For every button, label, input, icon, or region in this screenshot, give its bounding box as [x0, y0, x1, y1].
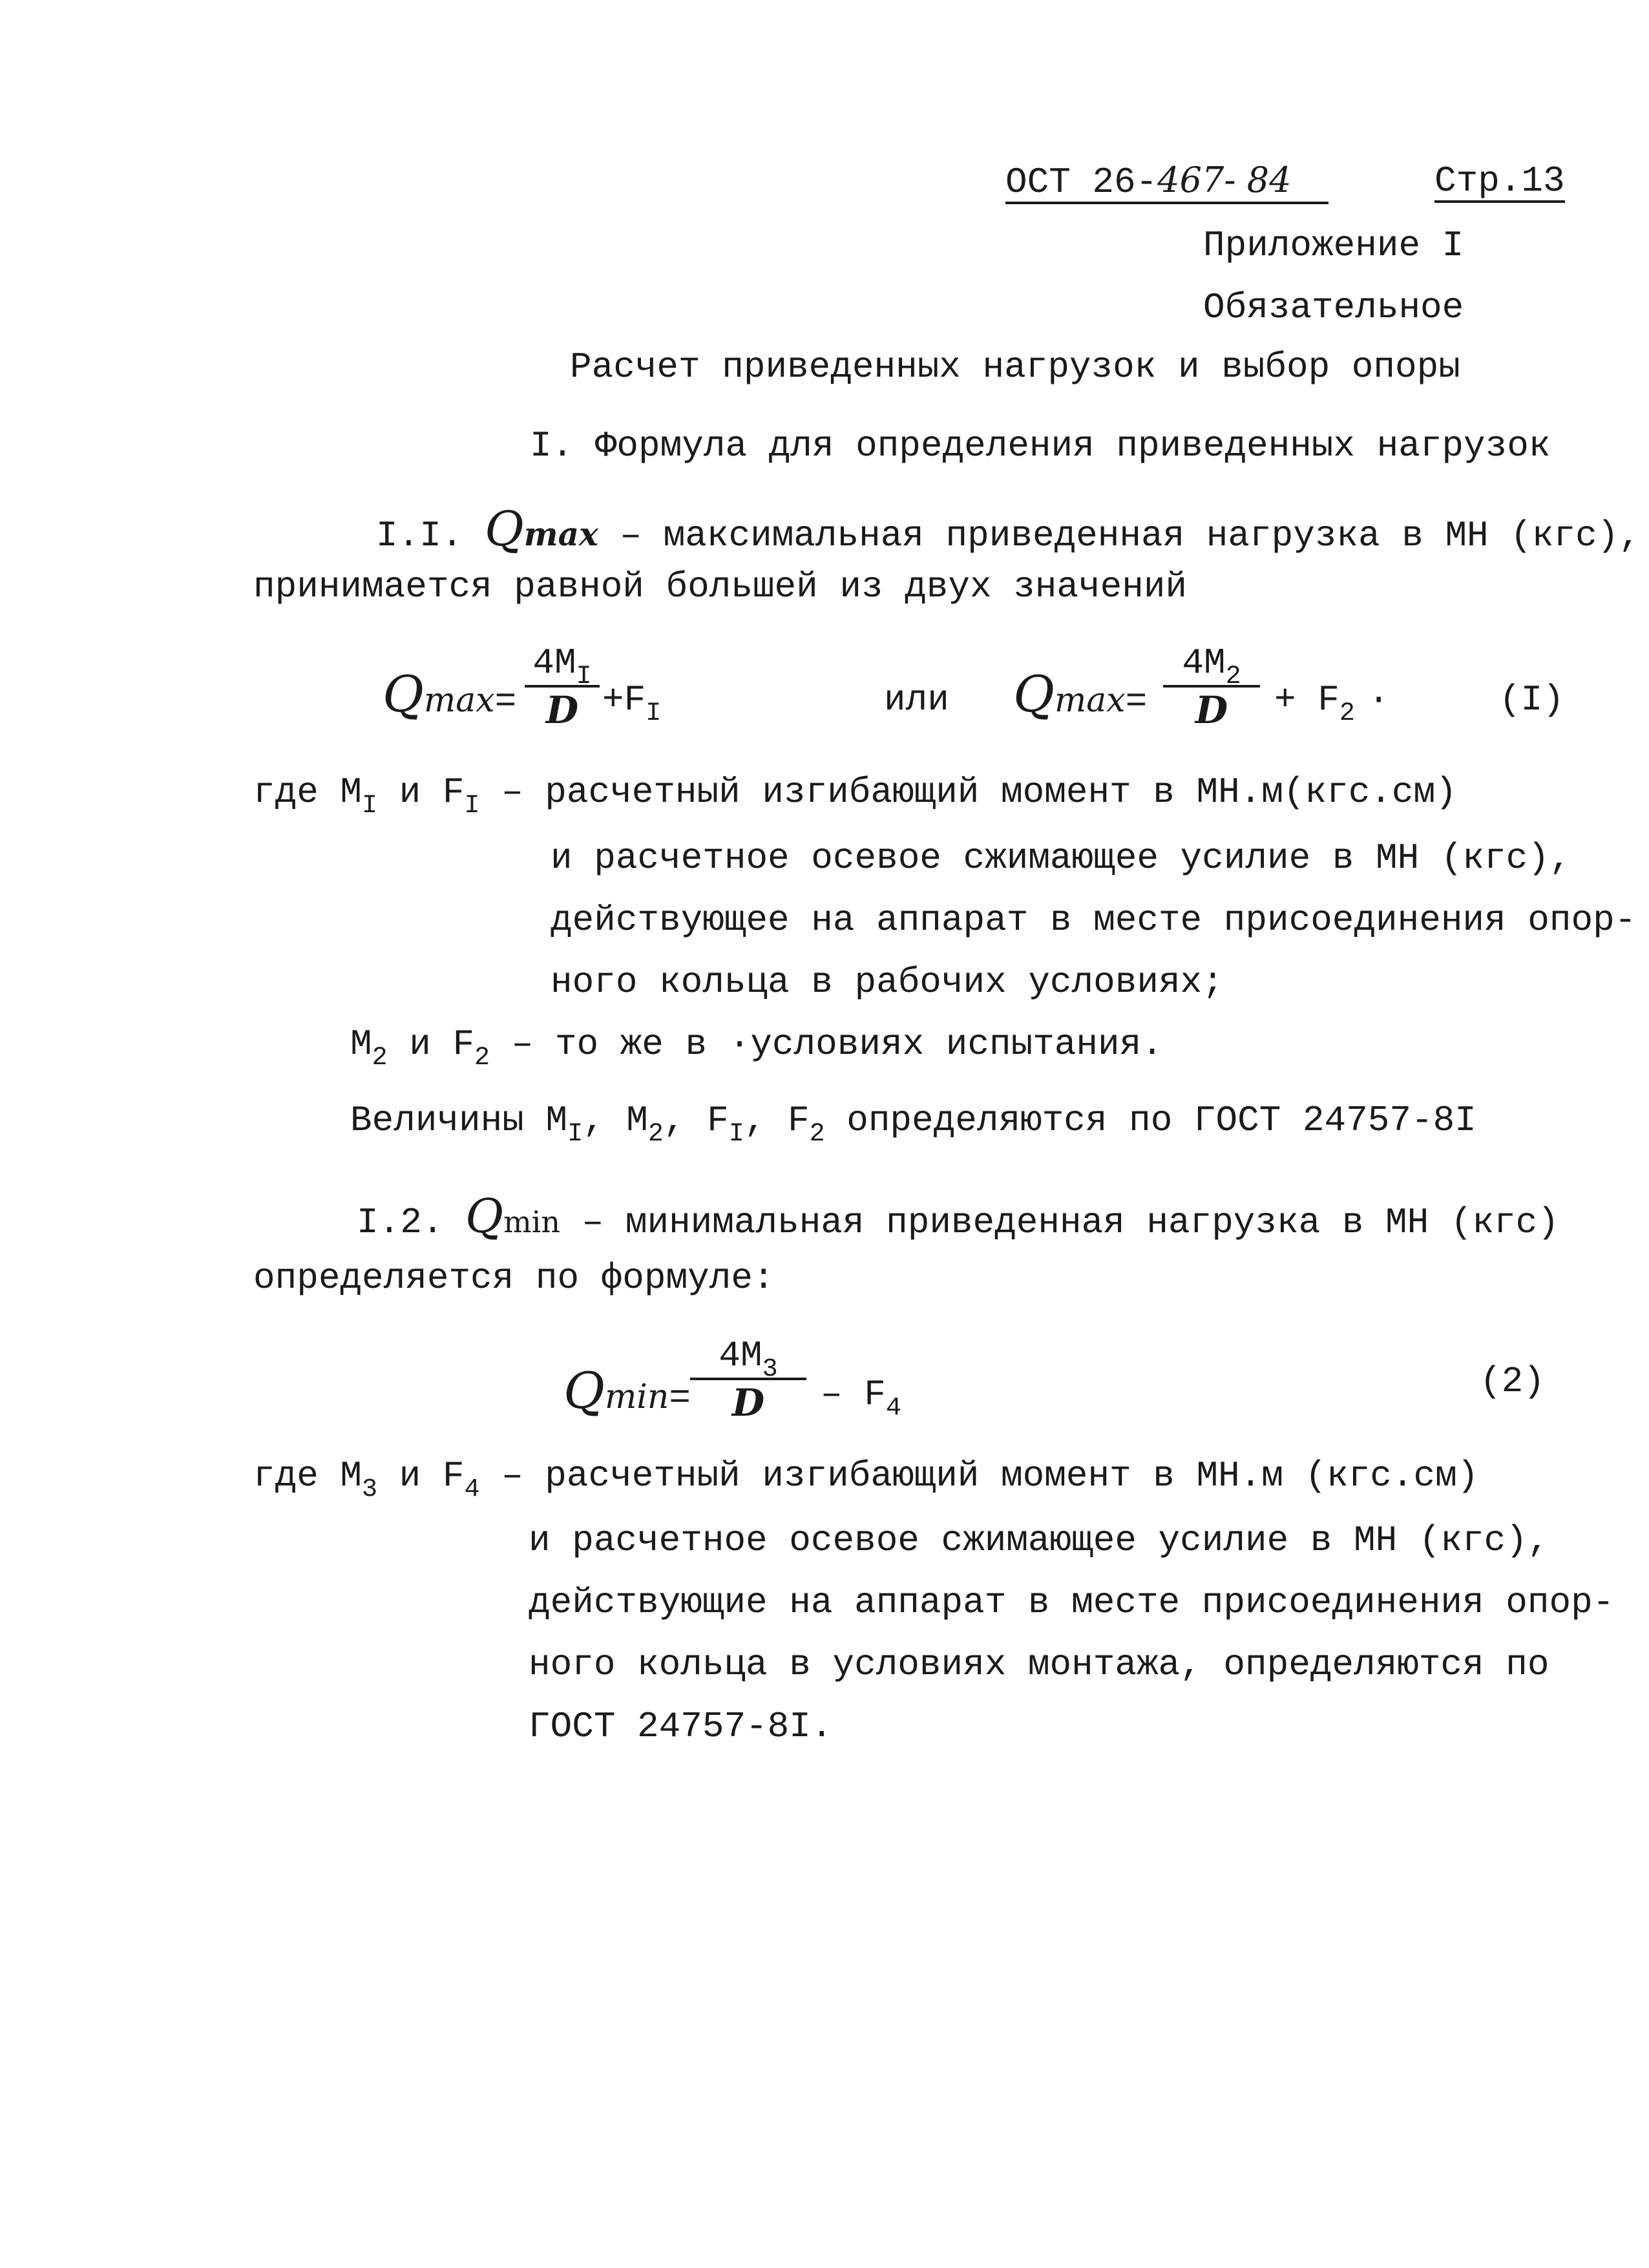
where-2-line4: ного кольца в условиях монтажа, определяются по	[529, 1644, 1549, 1685]
paragraph-text: – максимальная приведенная нагрузка в МН (кгс),	[620, 515, 1641, 556]
where-1-line2: и расчетное осевое сжимающее усилие в МН (кгс),	[551, 837, 1571, 879]
q-max-symbol: Qmax	[383, 666, 495, 724]
q-max-symbol: Qmax	[485, 501, 598, 557]
m2-f2-line: $M_2$ и $F_2$ – то же в ·условиях испытания.	[350, 1024, 1163, 1073]
document-code	[1005, 160, 1329, 204]
where-2-line1: где $M_3$ и $F_4$ – расчетный изгибающий момент в МН.м (кгс.см)	[253, 1455, 1479, 1504]
values-line: Величины $M_I$, $M_2$, $F_I$, $F_2$ определяются по ГОСТ 24757-8I	[350, 1100, 1476, 1149]
document-title: Расчет приведенных нагрузок и выбор опоры	[570, 346, 1460, 388]
document-code-handwritten: 467- 84	[1157, 160, 1292, 200]
paragraph-1-2	[357, 1189, 1559, 1243]
paragraph-text: – минимальная приведенная нагрузка в МН (кгс)	[582, 1202, 1559, 1243]
q-min-symbol: Qmin	[465, 1189, 561, 1243]
paragraph-1-2-line2: определяется по формуле:	[253, 1257, 775, 1299]
paragraph-1-1	[376, 501, 1641, 557]
q-max-symbol-2: Qmax	[1013, 666, 1126, 724]
page-number: Стр.13	[1434, 160, 1565, 202]
fraction-1: $4M_I$ D	[525, 645, 600, 729]
document-code-prefix: ОСТ 26-	[1005, 162, 1158, 203]
formula-1-left: Qmax=	[383, 666, 517, 724]
where-1-line1: где $M_I$ и $F_I$ – расчетный изгибающий момент в МН.м(кгс.см)	[253, 772, 1457, 821]
formula-2-left: Qmin=	[563, 1362, 691, 1420]
appendix-status: Обязательное	[1203, 287, 1464, 328]
paragraph-number: I.I.	[376, 515, 463, 556]
fraction-2: $4M_2$ D	[1163, 645, 1260, 729]
where-1-line4: ного кольца в рабочих условиях;	[551, 961, 1224, 1003]
formula-1-number: (I)	[1499, 679, 1564, 720]
appendix-label: Приложение I	[1203, 225, 1464, 266]
where-2-line5: ГОСТ 24757-8I.	[529, 1706, 833, 1747]
formula-1-term-f1: $+F_I$	[602, 679, 662, 728]
formula-2-number: (2)	[1480, 1361, 1545, 1402]
formula-1-right: Qmax=	[1013, 666, 1148, 724]
q-min-symbol: Qmin	[563, 1362, 669, 1420]
formula-2-term-f4: – $F_4$	[821, 1374, 901, 1423]
where-2-line2: и расчетное осевое сжимающее усилие в МН (кгс),	[529, 1520, 1549, 1561]
paragraph-number: I.2.	[357, 1202, 444, 1243]
paragraph-1-1-line2: принимается равной большей из двух значений	[253, 566, 1188, 607]
section-heading: I. Формула для определения приведенных нагрузок	[530, 425, 1551, 467]
fraction-3: $4M_3$ D	[690, 1338, 806, 1422]
where-1-line3: действующее на аппарат в месте присоединения опор-	[551, 899, 1637, 941]
where-2-line3: действующие на аппарат в месте присоединения опор-	[529, 1582, 1615, 1623]
formula-connector-or: или	[884, 679, 949, 720]
formula-1-term-f2: + $F_2$ ·	[1274, 679, 1390, 728]
